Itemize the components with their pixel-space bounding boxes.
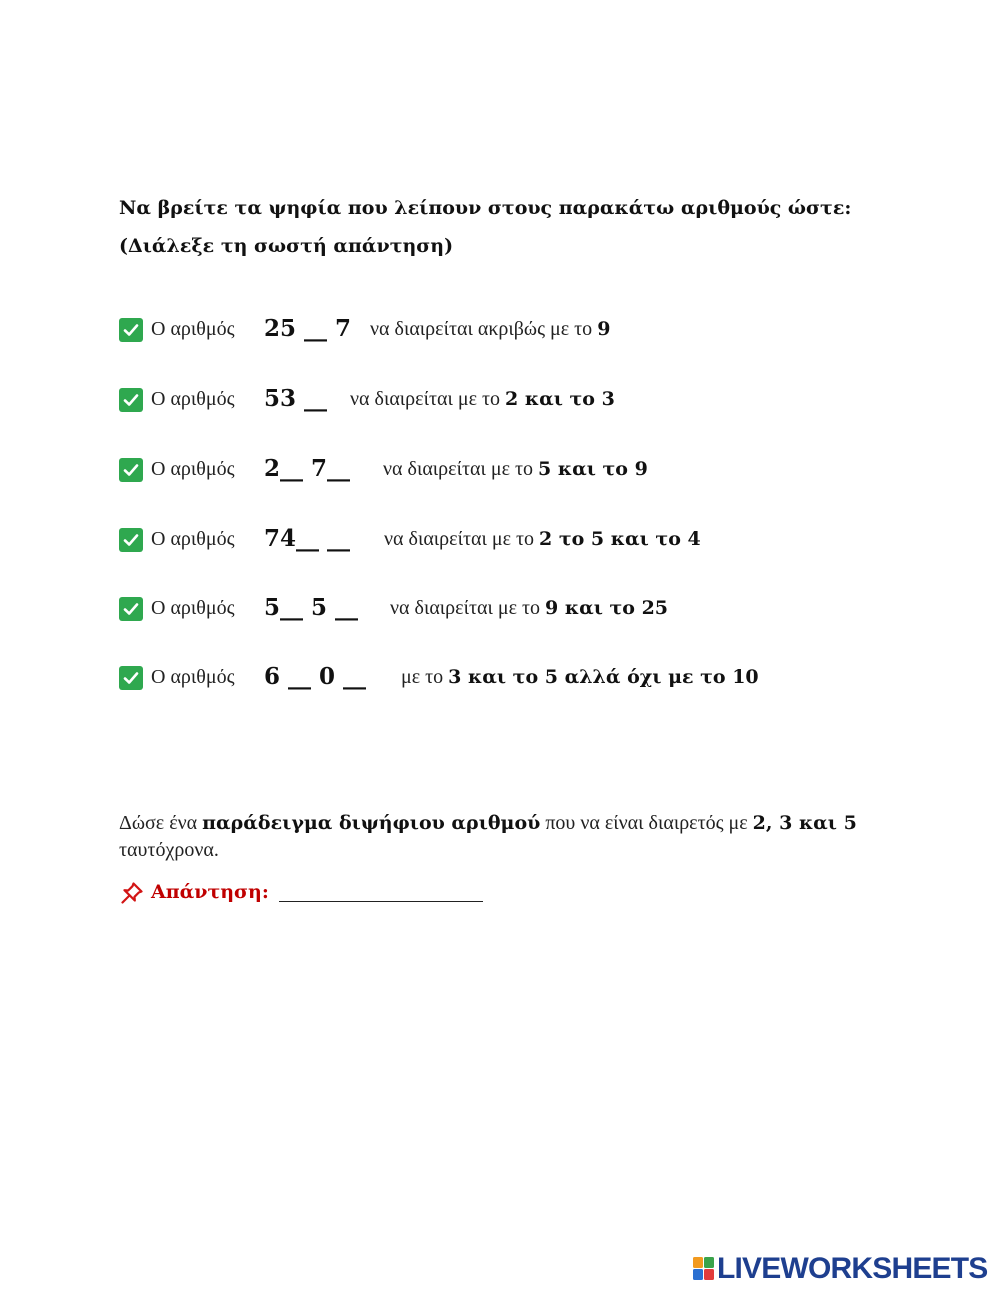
- condition-divisor: 2 και το 3: [505, 388, 615, 410]
- check-mark-icon: [119, 528, 143, 552]
- check-mark-icon: [119, 666, 143, 690]
- item-prefix: Ο αριθμός: [151, 597, 235, 619]
- question-text-2: που να είναι διαιρετός με: [545, 812, 748, 834]
- question-bold-2: 2, 3 και 5: [752, 812, 857, 834]
- item-number: 74__ __: [264, 525, 351, 552]
- question-paragraph: [119, 810, 889, 864]
- item-prefix: Ο αριθμός: [151, 528, 235, 550]
- condition-divisor: 5 και το 9: [538, 458, 648, 480]
- check-mark-icon: [119, 388, 143, 412]
- question-text-1: Δώσε ένα: [119, 812, 198, 834]
- condition-text: να διαιρείται ακριβώς με το: [370, 318, 593, 340]
- pushpin-icon: [119, 880, 145, 910]
- item-number: 53 __: [264, 385, 328, 412]
- condition-text: να διαιρείται με το: [384, 528, 534, 550]
- item-condition: [384, 525, 701, 553]
- item-prefix: Ο αριθμός: [151, 666, 235, 688]
- item-number: 2__ 7__: [264, 455, 351, 482]
- condition-divisor: 9 και το 25: [545, 597, 669, 619]
- condition-text: να διαιρείται με το: [350, 388, 500, 410]
- answer-label: Απάντηση:: [151, 881, 269, 903]
- condition-text: να διαιρείται με το: [390, 597, 540, 619]
- question-text-3: ταυτόχρονα.: [119, 839, 219, 861]
- instruction-title: Να βρείτε τα ψηφία που λείπουν στους παρακάτω αριθμούς ώστε:: [119, 197, 852, 219]
- item-prefix: Ο αριθμός: [151, 388, 235, 410]
- item-number: 25 __ 7: [264, 315, 352, 342]
- check-mark-icon: [119, 318, 143, 342]
- condition-divisor: 3 και το 5 αλλά όχι με το 10: [448, 666, 759, 688]
- item-condition: [350, 385, 615, 413]
- instruction-subtitle: (Διάλεξε τη σωστή απάντηση): [119, 235, 454, 257]
- answer-blank[interactable]: [279, 901, 483, 902]
- liveworksheets-logo-icon: [693, 1257, 715, 1285]
- item-condition: [383, 455, 648, 483]
- check-mark-icon: [119, 597, 143, 621]
- condition-text: με το: [401, 666, 444, 688]
- item-prefix: Ο αριθμός: [151, 318, 235, 340]
- condition-divisor: 2 το 5 και το 4: [539, 528, 701, 550]
- question-bold-1: παράδειγμα διψήφιου αριθμού: [202, 812, 541, 834]
- item-condition: [401, 663, 759, 691]
- condition-text: να διαιρείται με το: [383, 458, 533, 480]
- check-mark-icon: [119, 458, 143, 482]
- brand-name: LIVEWORKSHEETS: [717, 1252, 988, 1285]
- item-condition: [390, 594, 668, 622]
- item-condition: [370, 315, 610, 343]
- condition-divisor: 9: [597, 318, 611, 340]
- item-number: 6 __ 0 __: [264, 663, 367, 690]
- item-number: 5__ 5 __: [264, 594, 359, 621]
- item-prefix: Ο αριθμός: [151, 458, 235, 480]
